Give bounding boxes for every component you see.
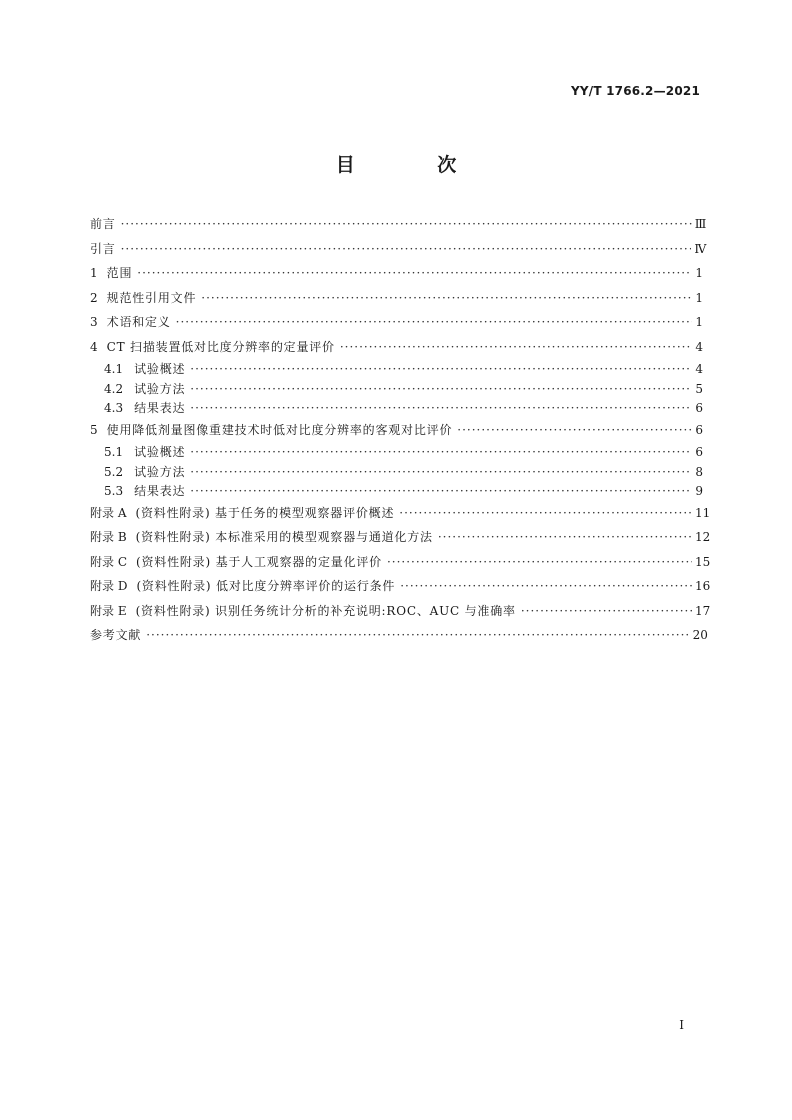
- toc-entry-page: 20: [692, 628, 708, 642]
- toc-dot-leader: [190, 381, 692, 397]
- toc-entry-label: (资料性附录) 低对比度分辨率评价的运行条件: [136, 579, 396, 593]
- toc-entry-page: 1: [695, 266, 703, 280]
- toc-entry-number: 5: [90, 422, 98, 437]
- toc-entry[interactable]: [90, 290, 703, 315]
- toc-entry-page: 16: [695, 579, 711, 593]
- toc-entry-label: 使用降低剂量图像重建技术时低对比度分辨率的客观对比评价: [106, 422, 453, 437]
- toc-entry-number: 5.3: [104, 484, 124, 498]
- toc-entry-number: 5.1: [104, 445, 124, 459]
- toc-entry-number: 附录 C: [90, 554, 127, 569]
- toc-entry[interactable]: [90, 483, 703, 503]
- toc-dot-leader: [399, 505, 692, 521]
- toc-dot-leader: [121, 216, 692, 232]
- toc-dot-leader: [190, 464, 692, 480]
- toc-dot-leader: [438, 529, 692, 545]
- page-title: 目 次: [335, 154, 495, 176]
- toc-entry[interactable]: [90, 505, 711, 530]
- toc-entry-page: 5: [695, 381, 703, 396]
- toc-dot-leader: [190, 483, 692, 499]
- toc-entry[interactable]: [90, 314, 703, 339]
- toc-entry-label: 参考文献: [90, 628, 142, 642]
- toc-entry-number: 附录 A: [90, 505, 127, 520]
- toc-entry-page: 17: [695, 603, 711, 618]
- toc-entry-page: 6: [695, 445, 703, 459]
- toc-entry[interactable]: [90, 444, 703, 464]
- page-number: I: [679, 1018, 684, 1032]
- table-of-contents: [90, 216, 711, 652]
- toc-dot-leader: [400, 578, 692, 594]
- toc-entry[interactable]: [90, 603, 711, 628]
- toc-entry-label: (资料性附录) 基于人工观察器的定量化评价: [136, 554, 382, 569]
- toc-entry-number: 4.1: [104, 362, 124, 376]
- toc-dot-leader: [457, 422, 692, 438]
- toc-entry[interactable]: [90, 381, 703, 401]
- toc-entry[interactable]: [90, 216, 707, 241]
- toc-entry-page: 11: [695, 505, 711, 520]
- toc-entry-label: (资料性附录) 基于任务的模型观察器评价概述: [135, 505, 395, 520]
- toc-entry[interactable]: [90, 554, 711, 579]
- toc-entry-page: 12: [695, 530, 711, 544]
- toc-entry-label: 结果表达: [134, 484, 186, 498]
- toc-entry[interactable]: [90, 241, 707, 266]
- toc-entry[interactable]: [90, 400, 703, 420]
- toc-entry-label: 试验概述: [134, 445, 186, 459]
- toc-entry-label: CT 扫描装置低对比度分辨率的定量评价: [106, 339, 335, 354]
- toc-entry[interactable]: [90, 464, 703, 484]
- toc-dot-leader: [121, 241, 692, 257]
- toc-entry-label: 试验概述: [134, 362, 186, 376]
- toc-dot-leader: [190, 400, 692, 416]
- toc-entry-page: 4: [695, 362, 703, 376]
- toc-entry-number: 附录 D: [90, 579, 128, 593]
- toc-entry-number: 5.2: [104, 464, 124, 479]
- toc-entry-page: 8: [695, 464, 703, 479]
- toc-entry-label: 试验方法: [134, 381, 186, 396]
- toc-dot-leader: [146, 627, 689, 643]
- toc-dot-leader: [521, 603, 692, 619]
- toc-entry-label: 试验方法: [134, 464, 186, 479]
- document-code: YY/T 1766.2—2021: [570, 84, 700, 98]
- toc-dot-leader: [340, 339, 692, 355]
- toc-dot-leader: [190, 444, 692, 460]
- toc-dot-leader: [137, 265, 692, 281]
- toc-entry-page: 6: [695, 401, 703, 415]
- toc-entry-page: Ⅳ: [694, 241, 707, 256]
- toc-entry-number: 1: [90, 266, 98, 280]
- toc-entry-page: 1: [695, 315, 703, 329]
- toc-entry[interactable]: [90, 529, 711, 554]
- toc-entry-number: 3: [90, 315, 98, 329]
- toc-entry-number: 附录 E: [90, 603, 127, 618]
- toc-entry[interactable]: [90, 361, 703, 381]
- toc-dot-leader: [201, 290, 692, 306]
- toc-dot-leader: [190, 361, 692, 377]
- toc-dot-leader: [176, 314, 692, 330]
- toc-entry-number: 2: [90, 290, 98, 305]
- toc-entry-page: 1: [695, 290, 703, 305]
- toc-entry[interactable]: [90, 578, 711, 603]
- toc-dot-leader: [387, 554, 692, 570]
- toc-entry-label: 结果表达: [134, 401, 186, 415]
- toc-entry-label: 前言: [90, 217, 116, 231]
- toc-entry-page: 9: [695, 484, 703, 498]
- toc-entry-label: 范围: [106, 266, 133, 280]
- toc-entry[interactable]: [90, 339, 703, 364]
- toc-entry[interactable]: [90, 265, 703, 290]
- toc-entry-label: (资料性附录) 识别任务统计分析的补充说明:ROC、AUC 与准确率: [135, 603, 516, 618]
- toc-entry-label: (资料性附录) 本标准采用的模型观察器与通道化方法: [135, 530, 433, 544]
- toc-entry-page: 4: [695, 339, 703, 354]
- toc-entry-number: 附录 B: [90, 530, 127, 544]
- toc-entry-number: 4.3: [104, 401, 124, 415]
- toc-entry-label: 术语和定义: [106, 315, 171, 329]
- toc-entry[interactable]: [90, 627, 708, 652]
- toc-entry-label: 引言: [90, 241, 116, 256]
- toc-entry[interactable]: [90, 422, 703, 447]
- toc-entry-number: 4: [90, 339, 98, 354]
- toc-entry-number: 4.2: [104, 381, 124, 396]
- toc-entry-page: Ⅲ: [694, 217, 707, 231]
- toc-entry-page: 6: [695, 422, 703, 437]
- toc-entry-label: 规范性引用文件: [106, 290, 197, 305]
- toc-entry-page: 15: [695, 554, 711, 569]
